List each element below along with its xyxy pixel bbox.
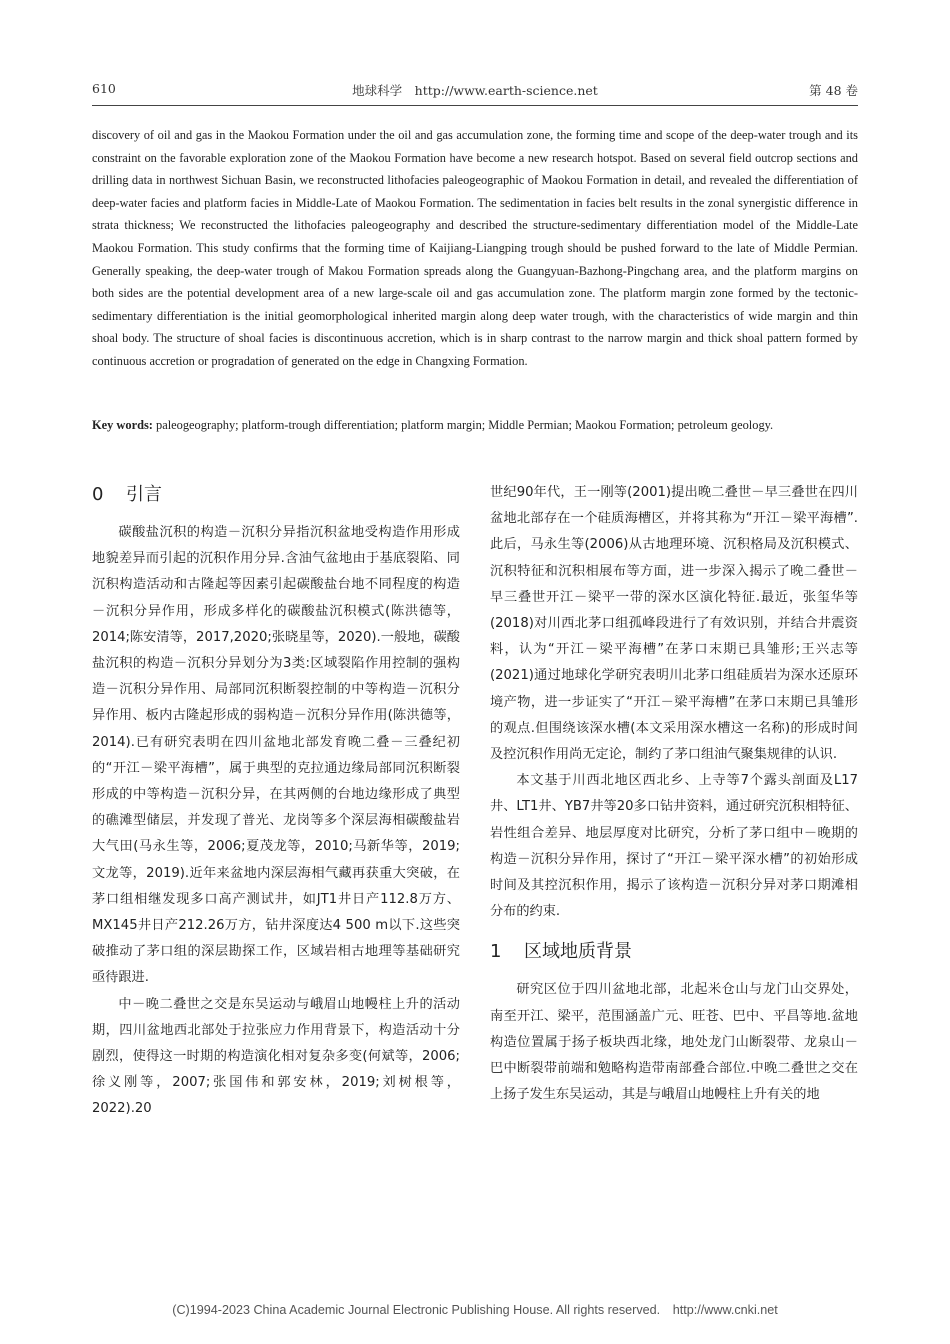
left-column [92,480,460,1123]
keywords-text: paleogeography; platform-trough differentiation; platform margin; Middle Permian; Maokou Formation; petroleum geology. [156,418,774,432]
section-0-number: 0 [92,484,104,505]
section-0-paragraph-2: 中－晚二叠世之交是东吴运动与峨眉山地幔柱上升的活动期，四川盆地西北部处于拉张应力作用背景下，构造活动十分剧烈，使得这一时期的构造演化相对复杂多变(何斌等，2006;徐义刚等，2007;张国伟和郭安林，2019;刘树根等，2022).20 [92,996,460,1117]
header-rule [92,105,858,106]
section-0-title: 引言 [126,484,162,505]
abstract-text: discovery of oil and gas in the Maokou Formation under the oil and gas accumulation zone, the forming time and scope of the deep-water trough and its constraint on the favorable exploration zone of the Maokou Formation have become a new research hotspot. Based on several field outcrop sections and drilling data in northwest Sichuan Basin, we reconstructed lithofacies paleogeographic of Maokou Formation in detail, and revealed the differentiation of deep-water facies and platform facies in Middle-Late of Maokou Formation. The sedimentation in facies belt results in the zonal synergistic difference in strata thickness; We reconstructed the lithofacies paleogeography and described the structure-sedimentary differentiation model of the Middle-Late Maokou Formation. This study confirms that the forming time of Kaijiang-Liangping trough should be pushed forward to the late of Middle Permian. Generally speaking, the deep-water trough of Makou Formation spreads along the Guangyuan-Bazhong-Pingchang area, and the platform margins on both sides are the potential development area of a new large-scale oil and gas accumulation zone. The platform margin zone formed by the tectonic-sedimentary differentiation is the initial geomorphological inherited margin along deep water trough, with the characteristics of wide margin and thin shoal body. The structure of shoal facies is discontinuous accretion, which is in sharp contrast to the narrow margin and thick shoal pattern formed by continuous accretion or progradation of generated on the edge in Changxing Formation. [92,128,858,368]
section-1-paragraph-1: 研究区位于四川盆地北部，北起米仓山与龙门山交界处，南至开江、梁平，范围涵盖广元、旺苍、巴中、平昌等地.盆地构造位置属于扬子板块西北缘，地处龙门山断裂带、龙泉山－巴中断裂带前端和勉略构造带南部叠合部位.中晚二叠世之交在上扬子发生东吴运动，其是与峨眉山地幔柱上升有关的地 [490,982,858,1103]
section-0-paragraph-3: 本文基于川西北地区西北乡、上寺等7个露头剖面及L17井、LT1井、YB7井等20多口钻井资料，通过研究沉积相特征、岩性组合差异、地层厚度对比研究，分析了茅口组中－晚期的构造－沉积分异作用，探讨了“开江－梁平深水槽”的初始形成时间及其控沉积作用，揭示了该构造－沉积分异对茅口期滩相分布的约束. [490,773,858,920]
section-0-paragraph-1: 碳酸盐沉积的构造－沉积分异指沉积盆地受构造作用形成地貌差异而引起的沉积作用分异.含油气盆地由于基底裂陷、同沉积构造活动和古隆起等因素引起碳酸盐台地不同程度的构造－沉积分异作用，形成多样化的碳酸盐沉积模式(陈洪德等，2014;陈安清等，2017,2020;张晓星等，2020).一般地，碳酸盐沉积的构造－沉积分异划分为3类:区域裂陷作用控制的强构造－沉积分异作用、局部同沉积断裂控制的中等构造－沉积分异作用、板内古隆起形成的弱构造－沉积分异作用(陈洪德等，2014).已有研究表明在四川盆地北部发育晚二叠－三叠纪初的“开江－梁平海槽”，属于典型的克拉通边缘局部同沉积断裂形成的中等构造－沉积分异，在其两侧的台地边缘形成了典型的礁滩型储层，并发现了普光、龙岗等多个深层海相碳酸盐岩大气田(马永生等，2006;夏茂龙等，2010;马新华等，2019;文龙等，2019).近年来盆地内深层海相气藏再获重大突破，在茅口组相继发现多口高产测试井，如JT1井日产112.8万方、MX145井日产212.26万方，钻井深度达4 500 m以下.这些突破推动了茅口组的深层勘探工作，区域岩相古地理等基础研究亟待跟进. [92,525,460,986]
copyright-footer: (C)1994-2023 China Academic Journal Electronic Publishing House. All rights reserved. http://www.cnki.net [172,1303,778,1317]
section-0-heading [92,480,460,510]
keywords [92,414,858,436]
running-header [92,81,858,103]
section-1-heading [490,937,858,967]
keywords-label: Key words: [92,418,153,432]
journal-title: 地球科学 http://www.earth-science.net [352,83,598,98]
section-1-title: 区域地质背景 [524,941,632,963]
right-column [490,480,858,1108]
volume-label: 第 48 卷 [809,83,858,98]
section-0-paragraph-2-continued: 世纪90年代，王一刚等(2001)提出晚二叠世－早三叠世在四川盆地北部存在一个硅质海槽区，并将其称为“开江－梁平海槽”.此后，马永生等(2006)从古地理环境、沉积格局及沉积模式、沉积特征和沉积相展布等方面，进一步深入揭示了晚二叠世－早三叠世开江－梁平一带的深水区演化特征.最近，张玺华等(2018)对川西北茅口组孤峰段进行了有效识别，并结合井震资料，认为“开江－梁平海槽”在茅口末期已具雏形;王兴志等(2021)通过地球化学研究表明川北茅口组硅质岩为深水还原环境产物，进一步证实了“开江－梁平海槽”在茅口末期已具雏形的观点.但围绕该深水槽(本文采用深水槽这一名称)的形成时间及控沉积作用尚无定论，制约了茅口组油气聚集规律的认识. [490,485,858,763]
section-1-number: 1 [490,941,502,963]
page-number: 610 [92,81,116,96]
